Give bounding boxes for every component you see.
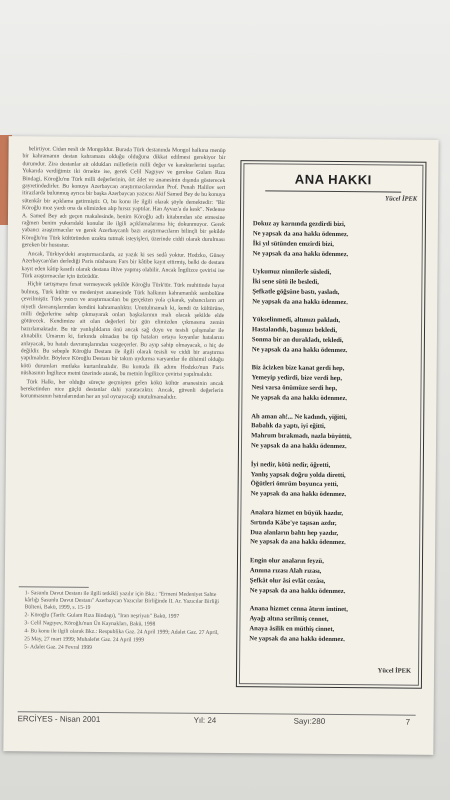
footnotes	[18, 586, 222, 654]
poem-line: İyi nedir, kötü nedir, öğretti,	[250, 460, 331, 469]
poem-line: Analara hizmet en büyük hazdır,	[250, 509, 344, 517]
footnote: 4- Bu konu ile ilgili olarak Bkz.: Respublika Gaz. 24 April 1999; Adalet Gaz. 27 April, 25 May, 27 mart 1999; Muhalefet Gaz. 24 April 1999	[24, 628, 219, 643]
article-paragraph: belirtiyor. Cidan nesli de Mongoldur. Burada Türk destanında Mongol halkına menüp bir kahramanın destan kahramanı olduğu olduğuna dikkat edilmesi gerekiyor bir durumdur. Zira destanlar ait oldukları milletlerin milli değer ve karakterlerini taşırlar. Yukarıda verdiğimiz iki örnekte ise, gerek Celil Nagıyev ve gerekse Gulam Rıza Bindagi, Köroğlu'nu Türk milli değerlerinin, ört ádet ve ananesinin dışında gösterecek gayretindedirler. Bu konuya Azerbaycan araştırmacılarından Prof. Penah Halilov sert itirazlarda bulunmuş ayrıca bir başka Azerbaycan yazıcısı Akif Samed Bey de bu konuya sütenkâr bir açıklama getirmiştir. O, bu konu ile ilgili olarak şöyle demektedir: "Bir Köroğlu moz yardı ona da elimizden alıp hırsız yaptılar. Han Ayvaz'a da kesk". Nedense A. Samed Bey adı geçen makalesinde, benim Köroğlu adlı kitabımdan söz etmesine rağmen benim yukarıdaki konular ile ilgili açıklamalarıma hiç dokunmuyor. Gerek yabancı araştırmacılar ve gerek Azerbaycanlı bazı araştırmacıların bilinçli bir şekilde Köroğlu'nu Türk kültüründen uzakta tutmak isteyişleri, üzerinde ciddi olarak durulması gereken bir husustur.	[21, 146, 226, 249]
poem-stanza	[252, 316, 417, 357]
poem-box	[236, 160, 427, 689]
poem-stanza	[251, 364, 416, 405]
poem-line: Dua alanların bahtı hep yazdır,	[250, 528, 339, 537]
footnote: 1- Sasunlu Davut Destanı ile ilgili tetkikli yazılır için Bkz.: "Ermeni Medeniyet Sahte kârlığı Sasunlu Davut Destanı" Azerbaycan Yazıcılar Birliğinde II. Ar. Yazıcılar Birliği Bülteni, Bakü, 1999, s. 15-19	[24, 590, 219, 612]
poem-line: Sırtında Kâbe'ye taşısan azdır,	[250, 518, 337, 527]
article-paragraph: Türk Halkı, her olduğu süreçte geçmişten gelen kökü kültür ananesinin ancak bereketinden nice güçlü destanlar dahi yaratacaktır. Ancak, güvenli değerlerin korunmasının hatıralarından her an yol oynayacağı unutulmamalıdır.	[20, 378, 224, 402]
footnote: 5- Adalet Gaz. 24 Fevral 1999	[24, 643, 92, 651]
poem-line: Ne yapsak da ana hakkı ödenmez.	[249, 634, 345, 643]
poem-line: Ne yapsak da ana hakkı ödenmez.	[250, 490, 347, 499]
poem-line: Ne yapsak da ana hakkı ödenmez.	[250, 538, 346, 547]
poem-line: Yemeyip yedirdi, bize verdi hep,	[251, 374, 343, 383]
poem-line: Şefkât olur âsi evlât cezâsı,	[249, 576, 326, 585]
poem-line: Uykumuz ninnilerle süsledi,	[252, 268, 332, 277]
poem-line: Ne yapsak da ana hakkı ödenmez.	[252, 249, 349, 258]
poem-title: ANA HAKKI	[294, 171, 372, 188]
poem-line: Şefkatle göğsüne bastı, yasladı,	[252, 288, 340, 296]
poem-line: Dokuz ay karnında gezdirdi bizi,	[252, 220, 346, 229]
poem-line: Yanlış yapsak doğru yolda diretti,	[250, 470, 346, 479]
poem-line: Annına rızası Alah rızası,	[249, 567, 322, 575]
poem-line: Ne yapsak da ana hakkı ödenmez.	[249, 586, 346, 595]
poem-line: Öğütleri ömrüm boyunca yetti,	[250, 480, 339, 489]
poem-line: Ne yapsak da ana hakkı ödenmez.	[250, 442, 347, 451]
poem-line: Sonma bir an durakladı, tekledi,	[251, 336, 344, 345]
poem-line: Anaya âsilik en müthiş cinnet,	[249, 625, 335, 633]
poem-stanza	[251, 412, 416, 453]
poem-line: Yükselinmedi, altımızı pakladı,	[252, 316, 341, 325]
poem-stanza	[251, 460, 416, 501]
poem-line: Ne yapsak da ana hakkı ödenmez.	[251, 394, 348, 403]
footnote-divider	[19, 586, 89, 588]
poem-line: Biz âcizken bize kanat gerdi hep,	[251, 364, 345, 373]
poem-author-signature: Yücel İPEK	[377, 667, 412, 675]
poem-line: Ne yapsak da ana hakkı ödenmez.	[251, 346, 348, 355]
magazine-issue-label: ERCİYES - Nisan 2001	[17, 714, 101, 724]
poem-stanza	[250, 508, 415, 549]
poem-line: Ah aman ah!... Ne kadındı, yiğitti,	[251, 412, 347, 421]
poem-stanza	[249, 604, 414, 645]
footnote: 2- Köroğlu (Tarih: Gulam Rıza Bindagı), "Iran neşriyatı" Bakü, 1997	[24, 612, 180, 620]
page-number: 7	[405, 717, 411, 727]
poem-line: Babalık da yaptı, iyi eğitti,	[251, 422, 326, 431]
poem-author: Yücel İPEK	[385, 195, 418, 203]
poem-line: Ne yapsak da ana hakkı ödenmez.	[252, 298, 348, 306]
poem-line: İki sene sütü ile besledi,	[252, 278, 319, 286]
issue-number-label: Sayı:280	[293, 716, 326, 726]
poem-line: Engin olur anaların feyzü,	[249, 557, 324, 565]
poem-line: İki yıl sütünden emzirdi bizi,	[252, 240, 334, 248]
article-paragraph: Ancak, Türkiye'deki araştırmacılarda, az yazık ki ses sedâ yoktur. Hodzko, Güney Azerbaycan'dan derlediği Paris nüshasını Fars bir kâtibe kayıt ettirmiş, belki de destanı kayıt eden kâtip kasıtlı olarak destana iltive yapmış olabilir. Ancak İngilizce çevirisi ise Türk araştırmacılar için üzücüdür.	[21, 250, 225, 280]
poem-line: Hastalandık, başımızı bekledi,	[251, 326, 338, 335]
poem-stanza	[252, 267, 417, 308]
poem-line: Mahrum bırakmadı, nazla büyüttü,	[251, 432, 352, 441]
article-paragraph: Hiçbir tartışmaya fırsat vermeyecek şekilde Köroğlu Türk'tür. Türk muhitinde hayat bulmuş, Türk kültür ve medeniyet ananesinde Türk halkının kahramanlık sembolüne çevrilmiştir. Türk yazıcı ve araştırmacıları bu gerçekten yola çıkarak, yabancıların art niyetli davranışlarından kendini kahramanlıktır. Unutulmamalı ki, kendi öz kültürüne, milli değerlerine sahip çıkmayarak onları başkalarının malı olacak şekilde elde götürecek. Kendimize ait olan değerleri bir gün elimizden çıkmasına zemin hazırlamaktadır. Bu tür yanlışlıkların önü ancak sağ duyu ve tesisli çalışmalar ile alınabilir. Umarım ki, farkında olmadan bu tip hataları ortaya koyanlar hatalarını anlayacak, bu hatalı davranışlarından vazgeçerler. Bu ayıp sahip olmayacak, o hiç de değildir. Bu sebeple Köroğlu Destanı ile ilgili olarak tesisli ve ciddi bir araştırma yapılmalıdır. Böylece Köroğlu Destanı bir takım uydurma varyantlar ile dilsimil olduğu kötü durumları mutlaka kurtarılmalıdır. Bu konuda ilk adımı Hodzko'nun Paris nüshasının İngilizce metni üzerinde atarak, bu metnin İngilizce çevirisi yapılmalıdır.	[20, 281, 225, 379]
poem-stanzas	[249, 219, 418, 654]
magazine-page	[3, 136, 438, 755]
poem-stanza	[250, 556, 415, 597]
poem-line: Anana hizmet cenna âtırm imtinet,	[249, 605, 348, 614]
poem-line: Ayağı altına serilmiş cennet,	[249, 615, 329, 623]
year-label: Yıl: 24	[193, 715, 217, 725]
page-footer	[4, 711, 434, 729]
poem-line: Ne yapsak da ana hakkı ödenmez.	[252, 230, 349, 239]
poem-stanza	[253, 219, 418, 260]
footnote: 3- Celil Nagıyev, Köroğlu'nun Ün Kaynakları, Bakü, 1998	[24, 620, 156, 628]
poem-line: Nesi varsa önümüze serdi hep,	[251, 384, 338, 393]
